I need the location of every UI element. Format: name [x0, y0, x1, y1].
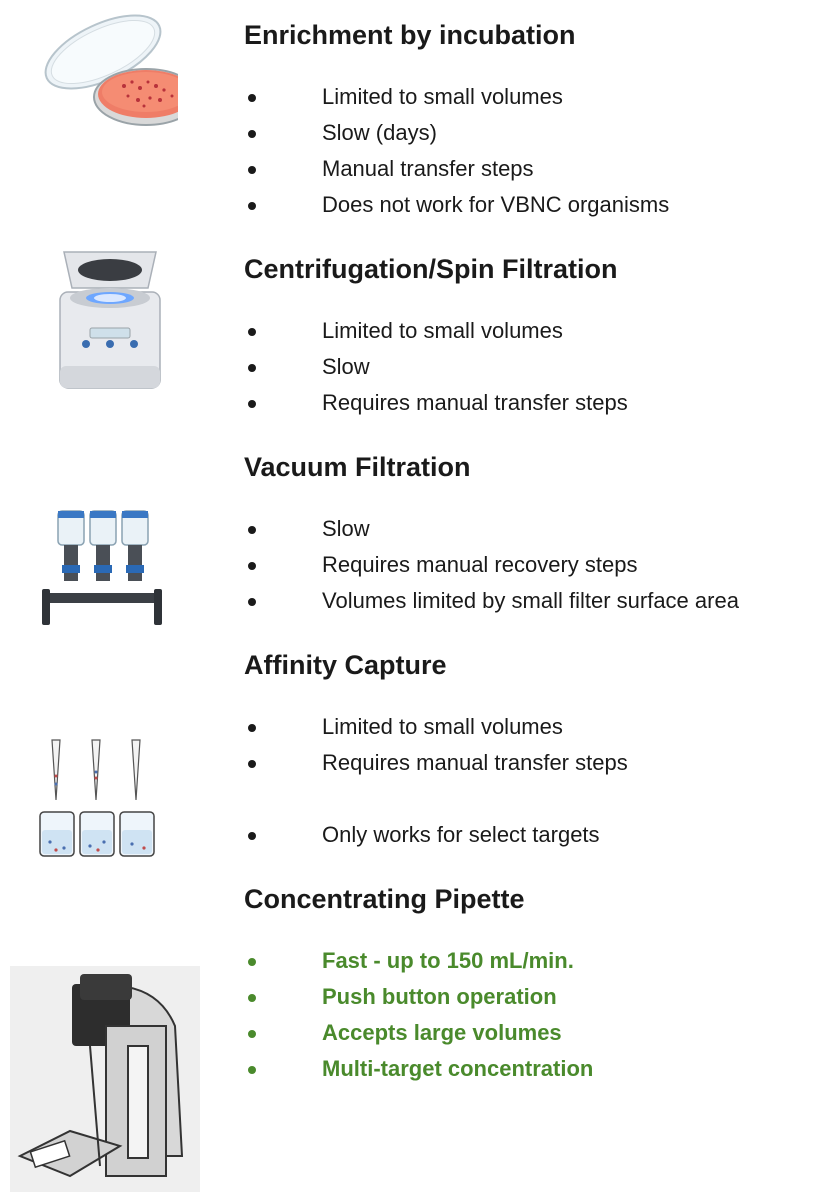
list-item: Requires manual transfer steps: [244, 385, 824, 421]
section-enrichment: [244, 18, 824, 223]
bullet-list: [244, 511, 824, 619]
section-centrifugation: [244, 252, 824, 421]
section-title: Concentrating Pipette: [244, 884, 525, 914]
list-item: Limited to small volumes: [244, 79, 824, 115]
list-item: Multi-target concentration: [244, 1051, 824, 1087]
list-item: Accepts large volumes: [244, 1015, 824, 1051]
petri-dish-icon: [28, 12, 178, 132]
section-vacuum: [244, 450, 824, 619]
section-title: Enrichment by incubation: [244, 20, 576, 50]
section-title: Centrifugation/Spin Filtration: [244, 254, 618, 284]
list-item: Volumes limited by small filter surface area: [244, 583, 824, 619]
list-item: Fast - up to 150 mL/min.: [244, 943, 824, 979]
list-item: Does not work for VBNC organisms: [244, 187, 824, 223]
list-item: Limited to small volumes: [244, 313, 824, 349]
list-item: Only works for select targets: [244, 817, 824, 853]
section-title: Affinity Capture: [244, 650, 447, 680]
list-item: Slow: [244, 349, 824, 385]
list-item: Requires manual transfer steps: [244, 745, 824, 781]
list-item: Slow: [244, 511, 824, 547]
centrifuge-icon: [50, 240, 170, 392]
list-item: Slow (days): [244, 115, 824, 151]
pipette-tips-icon: [38, 738, 168, 863]
list-item: Manual transfer steps: [244, 151, 824, 187]
bullet-list: [244, 313, 824, 421]
vacuum-manifold-icon: [40, 505, 165, 630]
bullet-list: [244, 79, 824, 223]
section-affinity: [244, 648, 824, 853]
section-concentrating-pipette: [244, 882, 824, 1087]
section-title: Vacuum Filtration: [244, 452, 471, 482]
list-item: Push button operation: [244, 979, 824, 1015]
bullet-list: [244, 943, 824, 1087]
list-item: Requires manual recovery steps: [244, 547, 824, 583]
bullet-list: [244, 709, 824, 853]
concentrating-pipette-icon: [10, 966, 200, 1192]
list-item: Limited to small volumes: [244, 709, 824, 745]
